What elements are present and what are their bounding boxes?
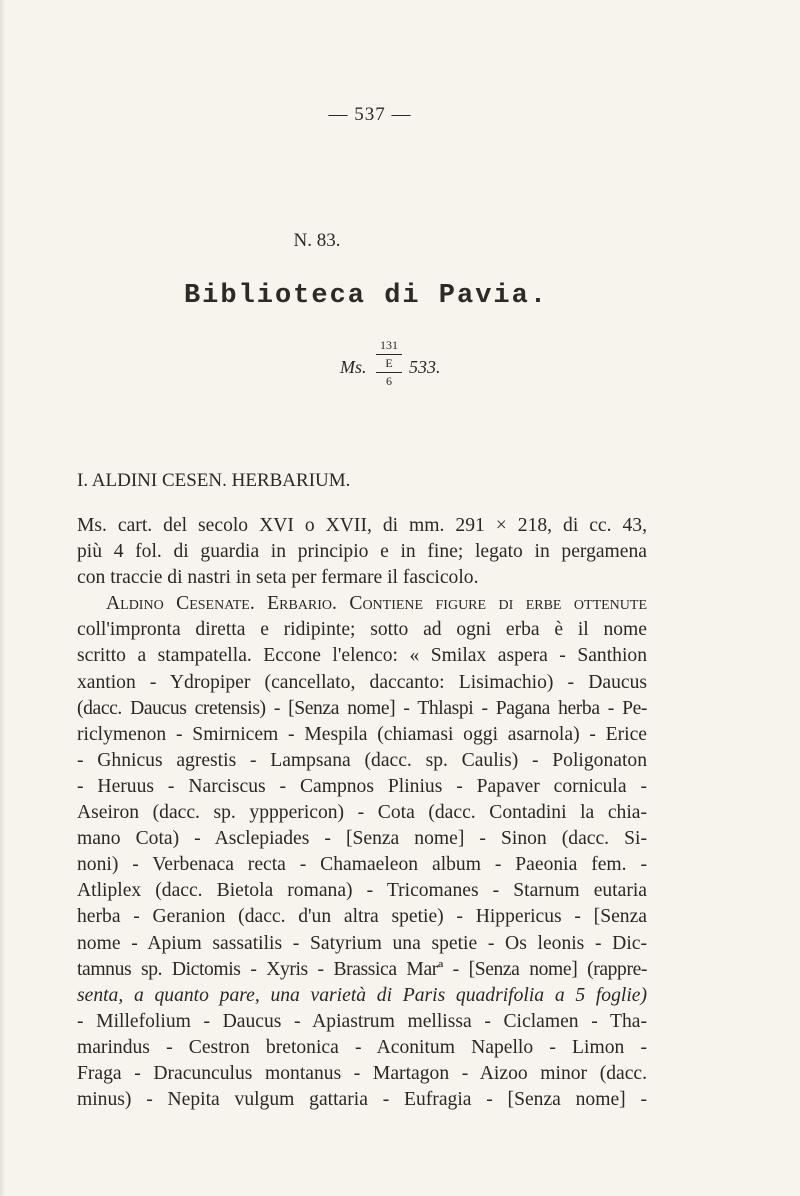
page-edge-shadow [0,0,6,1196]
text-line: riclymenon - Smirnicem - Mespila (chiamasi oggi asarnola) - Erice [77,723,647,745]
text-line: marindus - Cestron bretonica - Aconitum Napello - Limon - [77,1036,647,1058]
text-line: (dacc. Daucus cretensis) - [Senza nome] - Thlaspi - Pagana herba - Pe- [77,697,647,719]
manuscript-number: N. 83. [293,230,341,251]
text-line: herba - Geranion (dacc. d'un altra spetie) - Hippericus - [Senza [77,906,647,928]
shelfmark [340,338,540,398]
text-line: Fraga - Dracunculus montanus - Martagon - Aizoo minor (dacc. [77,1062,647,1084]
text-line: minus) - Nepita vulgum gattaria - Eufragia - [Senza nome] - [77,1089,647,1111]
shelfmark-denominator: 6 [386,374,392,388]
text-line: Aseiron (dacc. sp. ypppericon) - Cota (dacc. Contadini la chia- [77,802,647,824]
text-line: con traccie di nastri in seta per fermare il fascicolo. [77,567,479,589]
text-line: senta, a quanto pare, una varietà di Paris quadrifolia a 5 foglie) [77,984,647,1006]
shelfmark-fraction [376,338,402,389]
text-line: mano Cota) - Asclepiades - [Senza nome] - Sinon (dacc. Si- [77,828,647,850]
shelfmark-code: 533. [409,357,441,377]
section-heading: I. ALDINI CESEN. HERBARIUM. [77,470,351,491]
text-line: - Ghnicus agrestis - Lampsana (dacc. sp. Caulis) - Poligonaton [77,749,647,771]
library-title: Biblioteca di Pavia. [183,281,549,311]
text-line: nome - Apium sassatilis - Satyrium una spetie - Os leonis - Dic- [77,932,647,954]
page-number: — 537 — [328,104,412,125]
text-line: xantion - Ydropiper (cancellato, daccanto: Lisimachio) - Daucus [77,671,647,693]
body-text [77,513,647,1113]
text-line: Atliplex (dacc. Bietola romana) - Tricomanes - Starnum eutaria [77,880,647,902]
text-line: coll'impronta diretta e ridipinte; sotto ad ogni erba è il nome [77,619,647,641]
text-line: - Heruus - Narciscus - Campnos Plinius - Papaver cornicula - [77,775,647,797]
shelfmark-numerator: 131 [376,338,402,355]
text-line: Aldino Cesenate. Erbario. Contiene figure di erbe ottenute [106,593,647,615]
text-line: più 4 fol. di guardia in principio e in fine; legato in pergamena [77,541,647,563]
text-line: scritto a stampatella. Eccone l'elenco: « Smilax aspera - Santhion [77,645,647,667]
shelfmark-prefix: Ms. [340,357,367,377]
text-line: noni) - Verbenaca recta - Chamaeleon album - Paeonia fem. - [77,854,647,876]
shelfmark-middle: E [376,355,402,373]
text-line: Ms. cart. del secolo XVI o XVII, di mm. 291 × 218, di cc. 43, [77,515,647,536]
text-line: tamnus sp. Dictomis - Xyris - Brassica Marª - [Senza nome] (rappre- [77,958,647,980]
text-line: - Millefolium - Daucus - Apiastrum mellissa - Ciclamen - Tha- [77,1010,647,1032]
